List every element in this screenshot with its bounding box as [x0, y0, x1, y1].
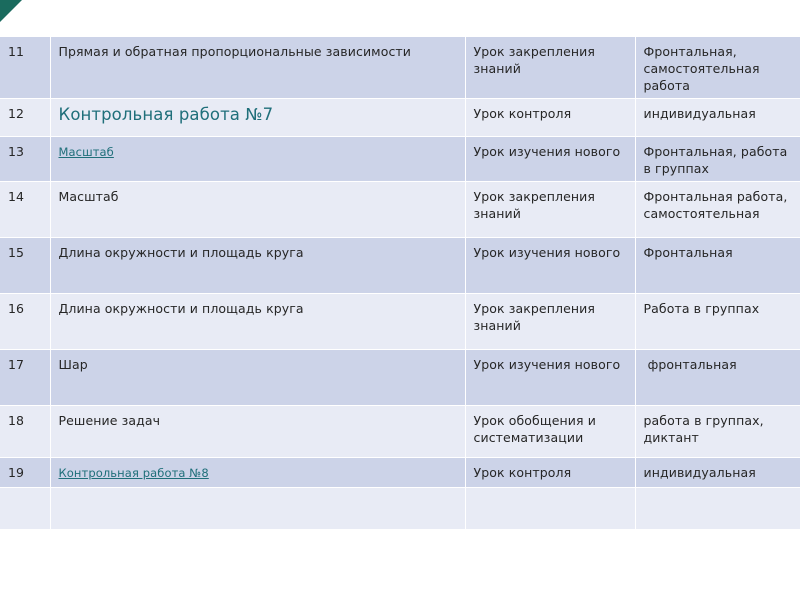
lesson-type-cell: Урок контроля: [465, 458, 635, 488]
table-row: [0, 99, 800, 137]
work-form-cell: Работа в группах: [635, 294, 800, 350]
lesson-type-cell: Урок обобщения и систематизации: [465, 406, 635, 458]
table-row: [0, 488, 800, 530]
topic-cell: [50, 488, 465, 530]
table-row: [0, 350, 800, 406]
table-row: [0, 406, 800, 458]
work-form-cell: индивидуальная: [635, 458, 800, 488]
table-row: [0, 238, 800, 294]
lesson-type-cell: [465, 488, 635, 530]
topic-cell: Длина окружности и площадь круга: [50, 238, 465, 294]
row-number: 16: [0, 294, 50, 350]
row-number: 11: [0, 37, 50, 99]
lesson-plan-table: [0, 37, 800, 530]
work-form-cell: индивидуальная: [635, 99, 800, 137]
row-number: 12: [0, 99, 50, 137]
topic-cell: Длина окружности и площадь круга: [50, 294, 465, 350]
row-number: [0, 488, 50, 530]
row-number: 15: [0, 238, 50, 294]
work-form-cell: Фронтальная работа, самостоятельная: [635, 182, 800, 238]
table-row: [0, 294, 800, 350]
row-number: 13: [0, 137, 50, 182]
work-form-cell: [635, 488, 800, 530]
lesson-type-cell: Урок изучения нового: [465, 137, 635, 182]
lesson-type-cell: Урок контроля: [465, 99, 635, 137]
row-number: 14: [0, 182, 50, 238]
topic-cell: Прямая и обратная пропорциональные зависимости: [50, 37, 465, 99]
lesson-type-cell: Урок изучения нового: [465, 350, 635, 406]
topic-cell: Масштаб: [50, 182, 465, 238]
topic-cell: [50, 458, 465, 488]
work-form-cell: Фронтальная, работа в группах: [635, 137, 800, 182]
work-form-cell: фронтальная: [635, 350, 800, 406]
lesson-type-cell: Урок закрепления знаний: [465, 294, 635, 350]
table-row: [0, 458, 800, 488]
table-row: [0, 182, 800, 238]
topic-cell: Шар: [50, 350, 465, 406]
topic-cell: Решение задач: [50, 406, 465, 458]
lesson-type-cell: Урок изучения нового: [465, 238, 635, 294]
work-form-cell: Фронтальная: [635, 238, 800, 294]
table-row: [0, 137, 800, 182]
row-number: 18: [0, 406, 50, 458]
topic-link[interactable]: Контрольная работа №7: [58, 105, 274, 124]
lesson-type-cell: Урок закрепления знаний: [465, 37, 635, 99]
topic-link[interactable]: Масштаб: [58, 145, 114, 159]
table-row: [0, 37, 800, 99]
work-form-cell: Фронтальная, самостоятельная работа: [635, 37, 800, 99]
row-number: 19: [0, 458, 50, 488]
topic-link[interactable]: Контрольная работа №8: [58, 466, 209, 480]
work-form-cell: работа в группах, диктант: [635, 406, 800, 458]
lesson-type-cell: Урок закрепления знаний: [465, 182, 635, 238]
row-number: 17: [0, 350, 50, 406]
slide-corner-decoration: [0, 0, 22, 22]
topic-cell: [50, 137, 465, 182]
topic-cell: [50, 99, 465, 137]
